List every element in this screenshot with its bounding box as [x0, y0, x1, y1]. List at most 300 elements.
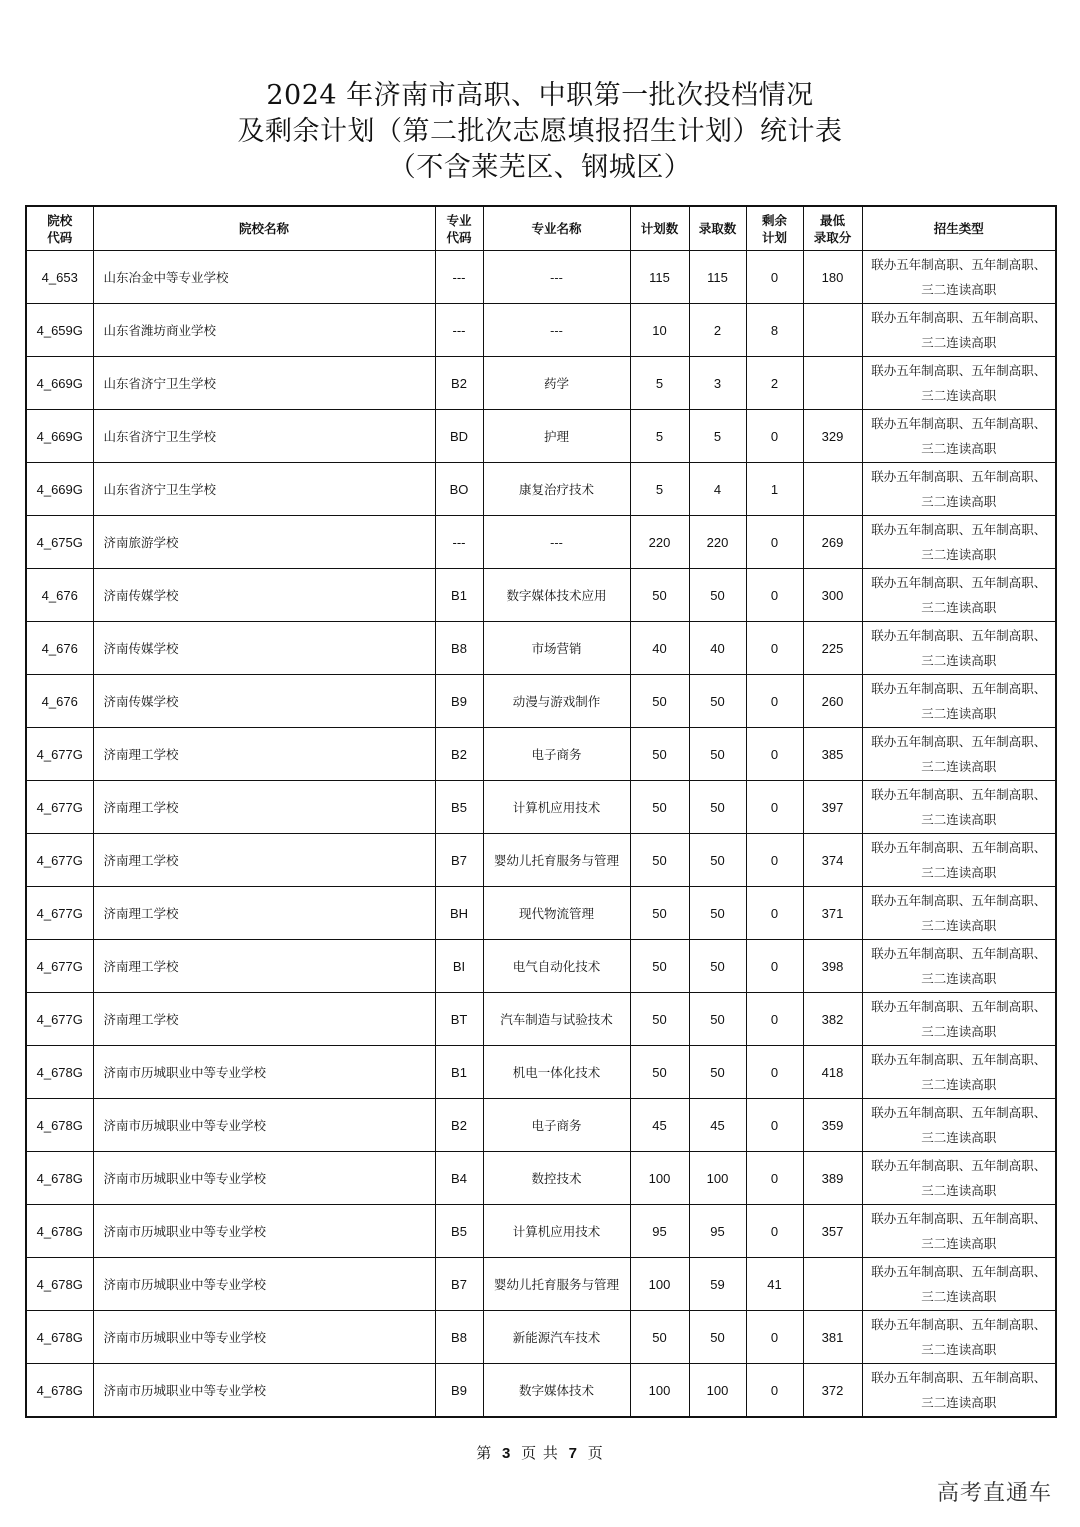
- min-score-cell: 389: [803, 1152, 862, 1205]
- column-header: [26, 206, 93, 251]
- major-name-cell: 计算机应用技术: [483, 1205, 630, 1258]
- footer-total-pages: 7: [568, 1445, 579, 1462]
- plan-count-cell: 50: [630, 569, 689, 622]
- remaining-plan-cell: 0: [746, 1099, 803, 1152]
- school-code-cell: 4_678G: [26, 1258, 93, 1311]
- admission-type-cell: [862, 1205, 1056, 1258]
- plan-count-cell: 40: [630, 622, 689, 675]
- table-row: [26, 1364, 1056, 1418]
- table-row: [26, 940, 1056, 993]
- admission-type-cell: [862, 675, 1056, 728]
- admission-table: [25, 205, 1057, 1418]
- school-name-cell: 济南理工学校: [93, 781, 435, 834]
- school-name-cell: 济南理工学校: [93, 993, 435, 1046]
- school-code-cell: 4_678G: [26, 1311, 93, 1364]
- admitted-count-cell: 5: [689, 410, 746, 463]
- school-name-cell: 山东省济宁卫生学校: [93, 357, 435, 410]
- table-row: [26, 887, 1056, 940]
- admission-type-cell: [862, 463, 1056, 516]
- column-header: [93, 206, 435, 251]
- min-score-cell: 418: [803, 1046, 862, 1099]
- min-score-cell: 372: [803, 1364, 862, 1418]
- column-header-line-1: 院校名称: [238, 221, 289, 236]
- major-code-cell: BO: [435, 463, 483, 516]
- admission-type-cell: [862, 834, 1056, 887]
- major-code-cell: B5: [435, 1205, 483, 1258]
- remaining-plan-cell: 0: [746, 887, 803, 940]
- major-code-cell: B9: [435, 1364, 483, 1418]
- admission-type-line-2: 三二连读高职: [921, 282, 997, 297]
- admission-type-line-2: 三二连读高职: [921, 918, 997, 933]
- school-code-cell: 4_669G: [26, 357, 93, 410]
- major-name-cell: 数字媒体技术应用: [483, 569, 630, 622]
- column-header: [630, 206, 689, 251]
- major-name-cell: 数字媒体技术: [483, 1364, 630, 1418]
- table-row: [26, 1152, 1056, 1205]
- school-code-cell: 4_677G: [26, 887, 93, 940]
- plan-count-cell: 5: [630, 463, 689, 516]
- min-score-cell: [803, 463, 862, 516]
- min-score-cell: 398: [803, 940, 862, 993]
- school-code-cell: 4_676: [26, 622, 93, 675]
- plan-count-cell: 45: [630, 1099, 689, 1152]
- min-score-cell: 357: [803, 1205, 862, 1258]
- page-footer: [0, 1442, 1080, 1463]
- school-name-cell: 山东省济宁卫生学校: [93, 410, 435, 463]
- column-header-line-2: 代码: [446, 229, 472, 245]
- remaining-plan-cell: 0: [746, 834, 803, 887]
- min-score-cell: 397: [803, 781, 862, 834]
- admission-type-line-1: 联办五年制高职、五年制高职、: [871, 1105, 1047, 1120]
- school-code-cell: 4_677G: [26, 728, 93, 781]
- school-name-cell: 济南传媒学校: [93, 569, 435, 622]
- school-name-cell: 济南理工学校: [93, 887, 435, 940]
- admission-type-line-1: 联办五年制高职、五年制高职、: [871, 1211, 1047, 1226]
- remaining-plan-cell: 0: [746, 1364, 803, 1418]
- school-code-cell: 4_678G: [26, 1205, 93, 1258]
- major-code-cell: ---: [435, 304, 483, 357]
- plan-count-cell: 50: [630, 940, 689, 993]
- footer-suffix: 页: [587, 1444, 604, 1462]
- school-code-cell: 4_677G: [26, 834, 93, 887]
- footer-prefix: 第: [476, 1444, 493, 1462]
- plan-count-cell: 115: [630, 251, 689, 304]
- plan-count-cell: 95: [630, 1205, 689, 1258]
- school-name-cell: 济南传媒学校: [93, 675, 435, 728]
- plan-count-cell: 50: [630, 834, 689, 887]
- major-code-cell: BH: [435, 887, 483, 940]
- major-name-cell: 数控技术: [483, 1152, 630, 1205]
- plan-count-cell: 5: [630, 357, 689, 410]
- plan-count-cell: 100: [630, 1364, 689, 1418]
- table-row: [26, 728, 1056, 781]
- min-score-cell: [803, 357, 862, 410]
- admission-type-line-2: 三二连读高职: [921, 335, 997, 350]
- admission-type-line-2: 三二连读高职: [921, 759, 997, 774]
- school-code-cell: 4_678G: [26, 1099, 93, 1152]
- major-code-cell: B2: [435, 357, 483, 410]
- column-header-line-1: 招生类型: [933, 221, 984, 236]
- min-score-cell: 180: [803, 251, 862, 304]
- admission-type-line-1: 联办五年制高职、五年制高职、: [871, 1370, 1047, 1385]
- major-code-cell: B8: [435, 622, 483, 675]
- major-name-cell: 电子商务: [483, 728, 630, 781]
- remaining-plan-cell: 0: [746, 251, 803, 304]
- plan-count-cell: 50: [630, 675, 689, 728]
- min-score-cell: 371: [803, 887, 862, 940]
- admission-type-line-1: 联办五年制高职、五年制高职、: [871, 522, 1047, 537]
- school-name-cell: 山东冶金中等专业学校: [93, 251, 435, 304]
- major-code-cell: B5: [435, 781, 483, 834]
- min-score-cell: [803, 304, 862, 357]
- admission-type-line-1: 联办五年制高职、五年制高职、: [871, 257, 1047, 272]
- table-row: [26, 304, 1056, 357]
- admission-type-line-2: 三二连读高职: [921, 1236, 997, 1251]
- admission-type-line-2: 三二连读高职: [921, 812, 997, 827]
- admitted-count-cell: 50: [689, 781, 746, 834]
- column-header-line-1: 计划数: [640, 221, 679, 236]
- table-row: [26, 410, 1056, 463]
- major-name-cell: 汽车制造与试验技术: [483, 993, 630, 1046]
- school-code-cell: 4_653: [26, 251, 93, 304]
- column-header-line-1: 最低: [819, 212, 845, 228]
- admission-type-line-2: 三二连读高职: [921, 971, 997, 986]
- admitted-count-cell: 4: [689, 463, 746, 516]
- school-name-cell: 济南市历城职业中等专业学校: [93, 1258, 435, 1311]
- remaining-plan-cell: 0: [746, 1152, 803, 1205]
- major-name-cell: 计算机应用技术: [483, 781, 630, 834]
- min-score-cell: 382: [803, 993, 862, 1046]
- admission-type-cell: [862, 1311, 1056, 1364]
- min-score-cell: [803, 1258, 862, 1311]
- school-name-cell: 济南市历城职业中等专业学校: [93, 1311, 435, 1364]
- admission-type-line-2: 三二连读高职: [921, 865, 997, 880]
- admission-type-line-2: 三二连读高职: [921, 706, 997, 721]
- major-code-cell: BI: [435, 940, 483, 993]
- major-name-cell: 机电一体化技术: [483, 1046, 630, 1099]
- admission-type-cell: [862, 622, 1056, 675]
- plan-count-cell: 50: [630, 781, 689, 834]
- school-code-cell: 4_678G: [26, 1152, 93, 1205]
- table-header: [26, 206, 1056, 251]
- admission-type-line-1: 联办五年制高职、五年制高职、: [871, 893, 1047, 908]
- admission-type-line-1: 联办五年制高职、五年制高职、: [871, 1317, 1047, 1332]
- school-name-cell: 济南理工学校: [93, 834, 435, 887]
- admission-type-cell: [862, 1046, 1056, 1099]
- remaining-plan-cell: 0: [746, 993, 803, 1046]
- admission-type-line-1: 联办五年制高职、五年制高职、: [871, 999, 1047, 1014]
- remaining-plan-cell: 0: [746, 410, 803, 463]
- major-code-cell: B1: [435, 569, 483, 622]
- major-code-cell: B4: [435, 1152, 483, 1205]
- major-name-cell: 康复治疗技术: [483, 463, 630, 516]
- remaining-plan-cell: 0: [746, 516, 803, 569]
- admission-type-line-2: 三二连读高职: [921, 1130, 997, 1145]
- admitted-count-cell: 50: [689, 993, 746, 1046]
- admission-type-line-2: 三二连读高职: [921, 1289, 997, 1304]
- admission-type-line-2: 三二连读高职: [921, 1342, 997, 1357]
- plan-count-cell: 10: [630, 304, 689, 357]
- column-header: [483, 206, 630, 251]
- plan-count-cell: 50: [630, 887, 689, 940]
- admission-type-line-1: 联办五年制高职、五年制高职、: [871, 469, 1047, 484]
- remaining-plan-cell: 0: [746, 1311, 803, 1364]
- major-code-cell: B7: [435, 1258, 483, 1311]
- major-name-cell: ---: [483, 516, 630, 569]
- min-score-cell: 359: [803, 1099, 862, 1152]
- page-title-line-3: （不含莱芜区、钢城区）: [388, 152, 692, 183]
- admission-type-line-2: 三二连读高职: [921, 1077, 997, 1092]
- school-code-cell: 4_669G: [26, 410, 93, 463]
- admission-type-cell: [862, 1258, 1056, 1311]
- admission-type-line-2: 三二连读高职: [921, 1183, 997, 1198]
- major-code-cell: BT: [435, 993, 483, 1046]
- admitted-count-cell: 100: [689, 1152, 746, 1205]
- admission-type-line-1: 联办五年制高职、五年制高职、: [871, 840, 1047, 855]
- plan-count-cell: 5: [630, 410, 689, 463]
- min-score-cell: 329: [803, 410, 862, 463]
- major-name-cell: 护理: [483, 410, 630, 463]
- school-name-cell: 济南旅游学校: [93, 516, 435, 569]
- major-code-cell: ---: [435, 251, 483, 304]
- admission-type-line-1: 联办五年制高职、五年制高职、: [871, 310, 1047, 325]
- admitted-count-cell: 59: [689, 1258, 746, 1311]
- admitted-count-cell: 50: [689, 569, 746, 622]
- plan-count-cell: 100: [630, 1152, 689, 1205]
- table-row: [26, 1311, 1056, 1364]
- major-name-cell: 市场营销: [483, 622, 630, 675]
- column-header-line-1: 专业名称: [531, 221, 582, 236]
- admitted-count-cell: 2: [689, 304, 746, 357]
- column-header-line-2: 计划: [761, 229, 787, 245]
- school-name-cell: 山东省济宁卫生学校: [93, 463, 435, 516]
- admission-type-line-1: 联办五年制高职、五年制高职、: [871, 575, 1047, 590]
- admitted-count-cell: 100: [689, 1364, 746, 1418]
- major-code-cell: B9: [435, 675, 483, 728]
- admission-type-cell: [862, 569, 1056, 622]
- major-name-cell: ---: [483, 251, 630, 304]
- table-row: [26, 675, 1056, 728]
- admission-type-line-2: 三二连读高职: [921, 1024, 997, 1039]
- admission-type-cell: [862, 1364, 1056, 1418]
- plan-count-cell: 50: [630, 1046, 689, 1099]
- admission-type-line-2: 三二连读高职: [921, 494, 997, 509]
- table-row: [26, 1258, 1056, 1311]
- min-score-cell: 269: [803, 516, 862, 569]
- major-name-cell: 婴幼儿托育服务与管理: [483, 834, 630, 887]
- min-score-cell: 381: [803, 1311, 862, 1364]
- remaining-plan-cell: 0: [746, 569, 803, 622]
- column-header-line-1: 院校: [47, 212, 73, 228]
- admission-type-cell: [862, 1152, 1056, 1205]
- admission-type-cell: [862, 251, 1056, 304]
- admitted-count-cell: 50: [689, 1311, 746, 1364]
- admission-type-line-1: 联办五年制高职、五年制高职、: [871, 1052, 1047, 1067]
- school-code-cell: 4_676: [26, 569, 93, 622]
- admission-type-line-2: 三二连读高职: [921, 441, 997, 456]
- admitted-count-cell: 50: [689, 887, 746, 940]
- table-row: [26, 1046, 1056, 1099]
- school-code-cell: 4_675G: [26, 516, 93, 569]
- table-row: [26, 516, 1056, 569]
- watermark: 高考直通车: [936, 1481, 1052, 1506]
- admission-type-cell: [862, 516, 1056, 569]
- table-row: [26, 834, 1056, 887]
- admission-type-cell: [862, 781, 1056, 834]
- plan-count-cell: 50: [630, 728, 689, 781]
- school-code-cell: 4_678G: [26, 1364, 93, 1418]
- school-name-cell: 济南市历城职业中等专业学校: [93, 1099, 435, 1152]
- admission-type-line-2: 三二连读高职: [921, 653, 997, 668]
- major-code-cell: B2: [435, 728, 483, 781]
- admission-type-line-1: 联办五年制高职、五年制高职、: [871, 416, 1047, 431]
- major-code-cell: ---: [435, 516, 483, 569]
- column-header-line-1: 录取数: [698, 221, 737, 236]
- remaining-plan-cell: 0: [746, 940, 803, 993]
- school-name-cell: 济南理工学校: [93, 940, 435, 993]
- major-name-cell: 现代物流管理: [483, 887, 630, 940]
- column-header-line-1: 剩余: [761, 212, 787, 228]
- school-code-cell: 4_669G: [26, 463, 93, 516]
- remaining-plan-cell: 8: [746, 304, 803, 357]
- remaining-plan-cell: 0: [746, 781, 803, 834]
- admitted-count-cell: 115: [689, 251, 746, 304]
- header-row: [26, 206, 1056, 251]
- admitted-count-cell: 50: [689, 675, 746, 728]
- major-code-cell: B2: [435, 1099, 483, 1152]
- admission-type-line-2: 三二连读高职: [921, 547, 997, 562]
- admission-type-cell: [862, 940, 1056, 993]
- admitted-count-cell: 95: [689, 1205, 746, 1258]
- admission-type-line-1: 联办五年制高职、五年制高职、: [871, 787, 1047, 802]
- min-score-cell: 374: [803, 834, 862, 887]
- remaining-plan-cell: 0: [746, 675, 803, 728]
- admission-type-cell: [862, 304, 1056, 357]
- table-row: [26, 1205, 1056, 1258]
- table-row: [26, 463, 1056, 516]
- school-code-cell: 4_677G: [26, 993, 93, 1046]
- admitted-count-cell: 45: [689, 1099, 746, 1152]
- school-name-cell: 济南市历城职业中等专业学校: [93, 1364, 435, 1418]
- admitted-count-cell: 50: [689, 1046, 746, 1099]
- admission-type-cell: [862, 728, 1056, 781]
- table-body: [26, 251, 1056, 1418]
- major-name-cell: ---: [483, 304, 630, 357]
- admitted-count-cell: 50: [689, 834, 746, 887]
- admission-type-cell: [862, 993, 1056, 1046]
- admission-type-line-1: 联办五年制高职、五年制高职、: [871, 681, 1047, 696]
- admission-type-line-1: 联办五年制高职、五年制高职、: [871, 1158, 1047, 1173]
- min-score-cell: 225: [803, 622, 862, 675]
- school-code-cell: 4_677G: [26, 781, 93, 834]
- min-score-cell: 260: [803, 675, 862, 728]
- admitted-count-cell: 40: [689, 622, 746, 675]
- admission-type-cell: [862, 357, 1056, 410]
- footer-page-number: 3: [501, 1445, 512, 1462]
- table-row: [26, 357, 1056, 410]
- major-name-cell: 新能源汽车技术: [483, 1311, 630, 1364]
- min-score-cell: 385: [803, 728, 862, 781]
- admission-type-line-2: 三二连读高职: [921, 388, 997, 403]
- page-title-line-2: 及剩余计划（第二批次志愿填报招生计划）统计表: [237, 116, 843, 147]
- admission-type-line-1: 联办五年制高职、五年制高职、: [871, 946, 1047, 961]
- column-header: [435, 206, 483, 251]
- table-row: [26, 622, 1056, 675]
- plan-count-cell: 50: [630, 993, 689, 1046]
- table-row: [26, 251, 1056, 304]
- remaining-plan-cell: 0: [746, 1046, 803, 1099]
- admitted-count-cell: 50: [689, 940, 746, 993]
- remaining-plan-cell: 0: [746, 728, 803, 781]
- major-code-cell: B7: [435, 834, 483, 887]
- school-code-cell: 4_659G: [26, 304, 93, 357]
- column-header: [862, 206, 1056, 251]
- table-row: [26, 1099, 1056, 1152]
- major-name-cell: 电气自动化技术: [483, 940, 630, 993]
- admitted-count-cell: 3: [689, 357, 746, 410]
- admission-type-cell: [862, 887, 1056, 940]
- school-name-cell: 济南市历城职业中等专业学校: [93, 1152, 435, 1205]
- admitted-count-cell: 50: [689, 728, 746, 781]
- admission-type-line-2: 三二连读高职: [921, 600, 997, 615]
- remaining-plan-cell: 0: [746, 622, 803, 675]
- table-row: [26, 781, 1056, 834]
- footer-mid: 页 共: [521, 1444, 559, 1462]
- school-name-cell: 济南市历城职业中等专业学校: [93, 1046, 435, 1099]
- major-code-cell: B8: [435, 1311, 483, 1364]
- major-name-cell: 药学: [483, 357, 630, 410]
- admission-type-line-1: 联办五年制高职、五年制高职、: [871, 363, 1047, 378]
- plan-count-cell: 220: [630, 516, 689, 569]
- column-header-line-2: 录取分: [813, 229, 852, 245]
- major-code-cell: BD: [435, 410, 483, 463]
- major-name-cell: 动漫与游戏制作: [483, 675, 630, 728]
- page-title-line-1: 2024 年济南市高职、中职第一批次投档情况: [266, 80, 814, 111]
- table-row: [26, 569, 1056, 622]
- column-header-line-1: 专业: [446, 212, 472, 228]
- remaining-plan-cell: 2: [746, 357, 803, 410]
- column-header-line-2: 代码: [47, 229, 73, 245]
- major-name-cell: 电子商务: [483, 1099, 630, 1152]
- remaining-plan-cell: 41: [746, 1258, 803, 1311]
- plan-count-cell: 100: [630, 1258, 689, 1311]
- school-name-cell: 济南市历城职业中等专业学校: [93, 1205, 435, 1258]
- admission-type-line-1: 联办五年制高职、五年制高职、: [871, 1264, 1047, 1279]
- major-code-cell: B1: [435, 1046, 483, 1099]
- column-header: [746, 206, 803, 251]
- admitted-count-cell: 220: [689, 516, 746, 569]
- admission-type-cell: [862, 1099, 1056, 1152]
- column-header: [689, 206, 746, 251]
- school-name-cell: 济南传媒学校: [93, 622, 435, 675]
- major-name-cell: 婴幼儿托育服务与管理: [483, 1258, 630, 1311]
- admission-type-cell: [862, 410, 1056, 463]
- table-row: [26, 993, 1056, 1046]
- school-code-cell: 4_676: [26, 675, 93, 728]
- plan-count-cell: 50: [630, 1311, 689, 1364]
- column-header: [803, 206, 862, 251]
- remaining-plan-cell: 0: [746, 1205, 803, 1258]
- remaining-plan-cell: 1: [746, 463, 803, 516]
- school-name-cell: 山东省潍坊商业学校: [93, 304, 435, 357]
- admission-type-line-2: 三二连读高职: [921, 1395, 997, 1410]
- school-code-cell: 4_678G: [26, 1046, 93, 1099]
- min-score-cell: 300: [803, 569, 862, 622]
- admission-type-line-1: 联办五年制高职、五年制高职、: [871, 734, 1047, 749]
- admission-type-line-1: 联办五年制高职、五年制高职、: [871, 628, 1047, 643]
- school-name-cell: 济南理工学校: [93, 728, 435, 781]
- school-code-cell: 4_677G: [26, 940, 93, 993]
